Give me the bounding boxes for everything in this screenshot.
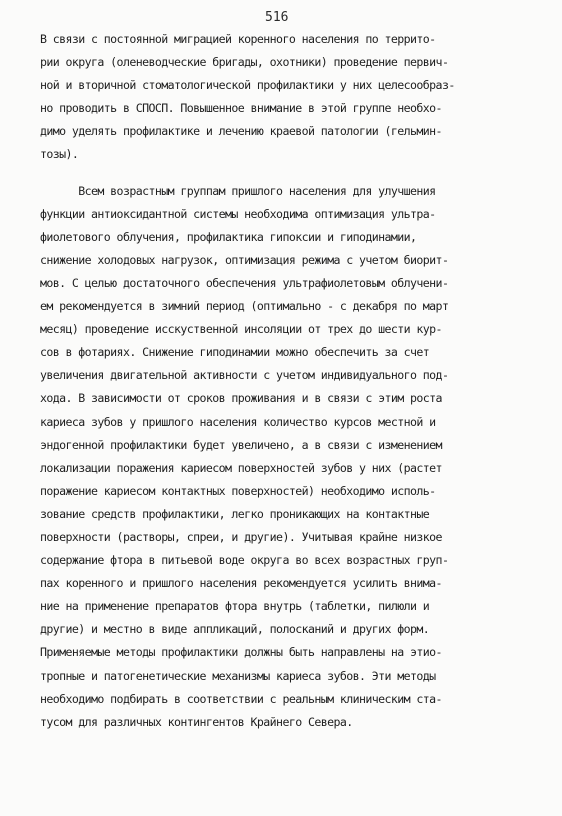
paragraph-2 — [40, 180, 530, 734]
text-line: димо уделять профилактике и лечению краевой патологии (гельмин- — [40, 124, 442, 139]
text-line: фиолетового облучения, профилактика гипоксии и гиподинамии, — [40, 229, 417, 244]
text-line: рии округа (оленеводческие бригады, охотники) проведение первич- — [40, 55, 449, 70]
text-line: поверхности (растворы, спреи, и другие). Учитывая крайне низкое — [40, 529, 442, 544]
text-line: Применяемые методы профилактики должны быть направлены на этио- — [40, 645, 442, 660]
text-line: кариеса зубов у пришлого населения количество курсов местной и — [40, 414, 436, 429]
text-line: хода. В зависимости от сроков проживания и в связи с этим роста — [40, 391, 442, 406]
page-number: 516 — [265, 10, 289, 25]
text-line: зование средств профилактики, легко проникающих на контактные — [40, 506, 430, 521]
text-line: ной и вторичной стоматологической профилактики у них целесообраз- — [40, 78, 455, 93]
text-line: поражение кариесом контактных поверхностей) необходимо исполь- — [40, 483, 436, 498]
text-line: тозы). — [40, 147, 79, 162]
text-line: снижение холодовых нагрузок, оптимизация режима с учетом биорит- — [40, 252, 449, 267]
text-line: В связи с постоянной миграцией коренного населения по террито- — [40, 32, 436, 46]
text-line: другие) и местно в виде аппликаций, полосканий и других форм. — [40, 622, 430, 637]
text-line: функции антиоксидантной системы необходима оптимизация ультра- — [40, 206, 436, 221]
text-line: необходимо подбирать в соответствии с реальным клиническим ста- — [40, 691, 442, 706]
text-line: ние на применение препаратов фтора внутрь (таблетки, пилюли и — [40, 599, 430, 614]
paragraph-1 — [40, 28, 530, 167]
text-line: пах коренного и пришлого населения рекомендуется усилить внима- — [40, 576, 442, 591]
text-line: увеличения двигательной активности с учетом индивидуального под- — [40, 368, 449, 383]
text-line: но проводить в СПОСП. Повышенное внимание в этой группе необхо- — [40, 101, 442, 116]
text-line: месяц) проведение исскуственной инсоляции от трех до шести кур- — [40, 322, 442, 337]
text-line: ем рекомендуется в зимний период (оптимально - с декабря по март — [40, 299, 449, 314]
text-line: сов в фотариях. Снижение гиподинамии можно обеспечить за счет — [40, 345, 430, 360]
paragraph-spacer — [40, 167, 530, 180]
text-line: тусом для различных контингентов Крайнего Севера. — [40, 714, 353, 729]
document-body — [40, 28, 530, 734]
text-line: Всем возрастным группам пришлого населения для улучшения — [40, 183, 436, 198]
text-line: тропные и патогенетические механизмы кариеса зубов. Эти методы — [40, 668, 436, 683]
text-line: эндогенной профилактики будет увеличено, а в связи с изменением — [40, 437, 442, 452]
text-line: содержание фтора в питьевой воде округа во всех возрастных груп- — [40, 553, 449, 568]
text-line: локализации поражения кариесом поверхностей зубов у них (растет — [40, 460, 442, 475]
text-line: мов. С целью достаточного обеспечения ультрафиолетовым облучени- — [40, 275, 449, 290]
